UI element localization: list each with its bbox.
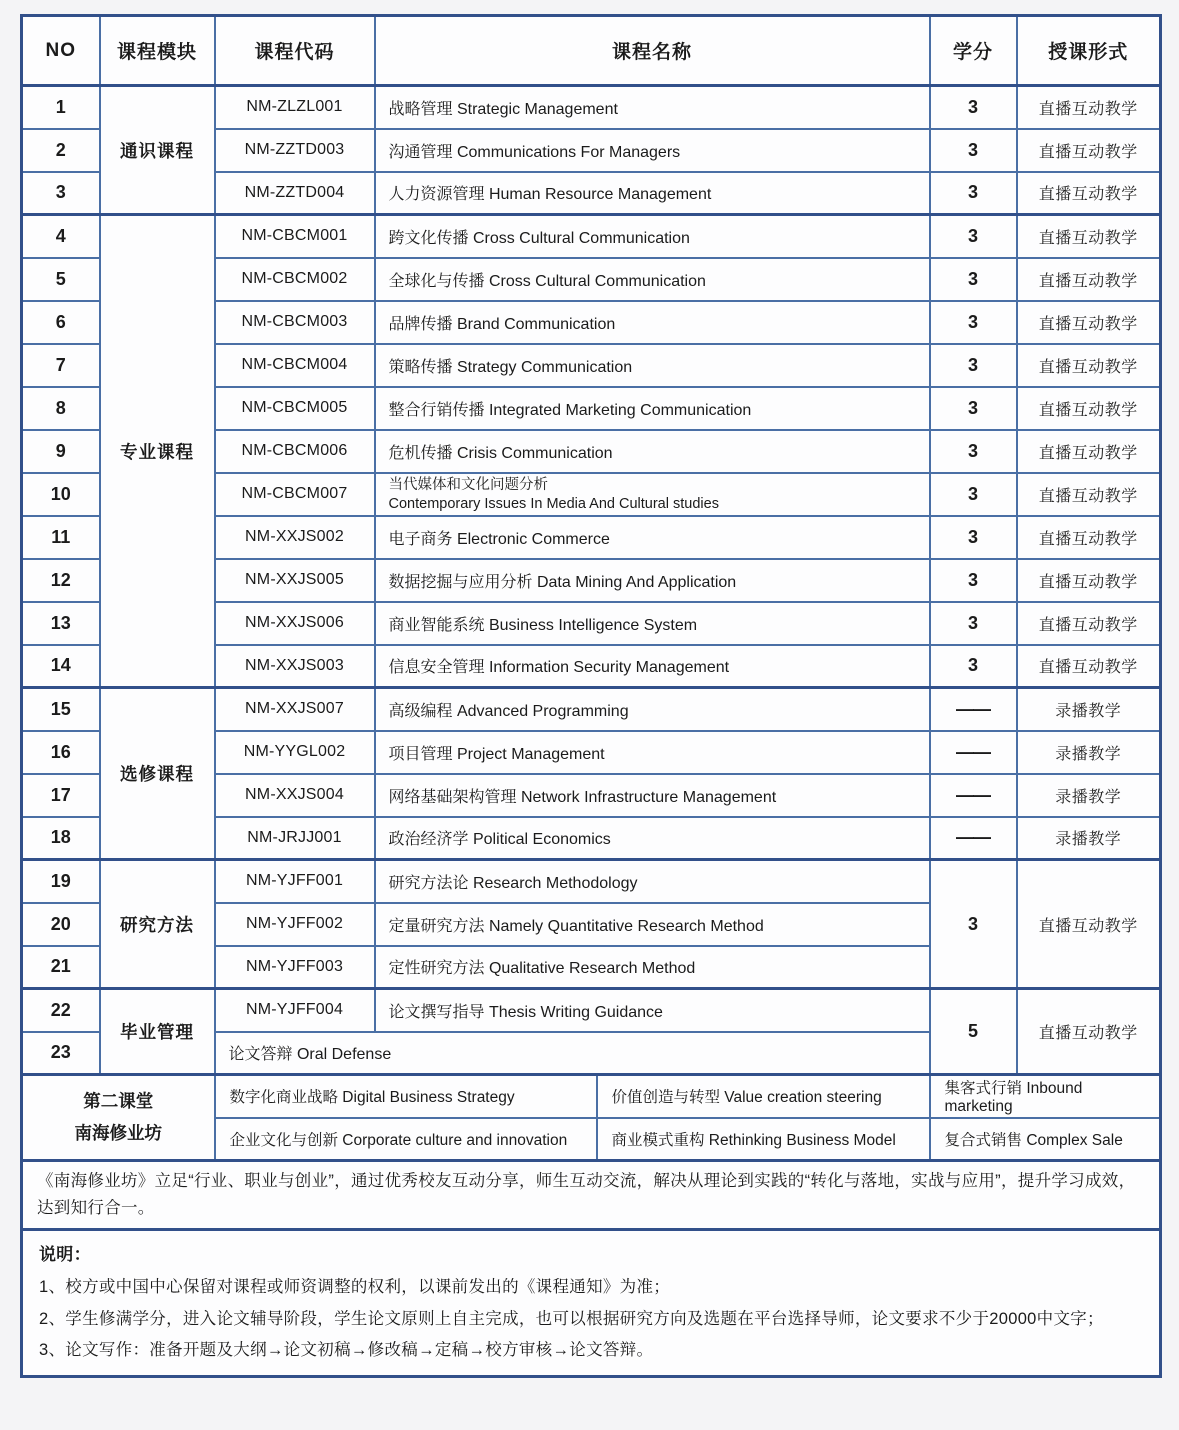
format-cell-merged: 直播互动教学 [1017, 860, 1161, 989]
second-classroom-title-line2: 南海修业坊 [74, 1122, 162, 1143]
name-cell: 网络基础架构管理 Network Infrastructure Management [375, 774, 930, 817]
second-classroom-label [22, 1075, 215, 1161]
credits-cell: 3 [930, 129, 1017, 172]
no-cell: 4 [22, 215, 100, 258]
second-classroom-cell: 商业模式重构 Rethinking Business Model [597, 1118, 930, 1161]
course-row [22, 989, 1161, 1032]
name-cell: 定量研究方法 Namely Quantitative Research Method [375, 903, 930, 946]
no-cell: 19 [22, 860, 100, 903]
code-cell: NM-XXJS002 [215, 516, 375, 559]
credits-cell: 3 [930, 387, 1017, 430]
format-cell: 直播互动教学 [1017, 301, 1161, 344]
credits-cell: 3 [930, 344, 1017, 387]
module-cell-general: 通识课程 [100, 86, 215, 215]
no-cell: 7 [22, 344, 100, 387]
name-cell-merged: 论文答辩 Oral Defense [215, 1032, 930, 1075]
code-cell: NM-CBCM004 [215, 344, 375, 387]
credits-cell: 3 [930, 258, 1017, 301]
module-cell-graduation: 毕业管理 [100, 989, 215, 1075]
module-cell-research: 研究方法 [100, 860, 215, 989]
code-cell: NM-ZZTD003 [215, 129, 375, 172]
second-classroom-cell: 价值创造与转型 Value creation steering [597, 1075, 930, 1118]
code-cell: NM-CBCM006 [215, 430, 375, 473]
code-cell: NM-XXJS003 [215, 645, 375, 688]
no-cell: 5 [22, 258, 100, 301]
name-cell: 定性研究方法 Qualitative Research Method [375, 946, 930, 989]
format-cell: 直播互动教学 [1017, 344, 1161, 387]
format-cell: 录播教学 [1017, 688, 1161, 731]
second-classroom-title-line1: 第二课堂 [83, 1091, 154, 1112]
name-cell: 策略传播 Strategy Communication [375, 344, 930, 387]
format-cell: 直播互动教学 [1017, 473, 1161, 516]
no-cell: 14 [22, 645, 100, 688]
format-cell: 直播互动教学 [1017, 645, 1161, 688]
credits-cell: —— [930, 817, 1017, 860]
code-cell: NM-CBCM002 [215, 258, 375, 301]
notes-row [22, 1230, 1161, 1377]
no-cell: 2 [22, 129, 100, 172]
course-row [22, 86, 1161, 129]
name-line-cn: 当代媒体和文化问题分析 [388, 477, 548, 494]
format-cell: 直播互动教学 [1017, 86, 1161, 129]
format-cell: 直播互动教学 [1017, 516, 1161, 559]
code-cell: NM-XXJS005 [215, 559, 375, 602]
name-cell: 论文撰写指导 Thesis Writing Guidance [375, 989, 930, 1032]
credits-cell: 3 [930, 86, 1017, 129]
format-cell-merged: 直播互动教学 [1017, 989, 1161, 1075]
credits-cell: 3 [930, 602, 1017, 645]
name-cell: 危机传播 Crisis Communication [375, 430, 930, 473]
format-cell: 录播教学 [1017, 774, 1161, 817]
no-cell: 8 [22, 387, 100, 430]
no-cell: 18 [22, 817, 100, 860]
code-cell: NM-YJFF001 [215, 860, 375, 903]
no-cell: 10 [22, 473, 100, 516]
code-cell: NM-CBCM001 [215, 215, 375, 258]
name-cell: 战略管理 Strategic Management [375, 86, 930, 129]
no-cell: 23 [22, 1032, 100, 1075]
name-cell: 整合行销传播 Integrated Marketing Communication [375, 387, 930, 430]
code-cell: NM-ZZTD004 [215, 172, 375, 215]
name-cell: 跨文化传播 Cross Cultural Communication [375, 215, 930, 258]
name-cell: 人力资源管理 Human Resource Management [375, 172, 930, 215]
notes-cell [22, 1230, 1161, 1377]
name-cell: 品牌传播 Brand Communication [375, 301, 930, 344]
credits-cell: 3 [930, 430, 1017, 473]
course-row [22, 860, 1161, 903]
note-item: 3、论文写作：准备开题及大纲→论文初稿→修改稿→定稿→校方审核→论文答辩。 [39, 1341, 654, 1360]
name-cell: 研究方法论 Research Methodology [375, 860, 930, 903]
no-cell: 20 [22, 903, 100, 946]
name-cell: 电子商务 Electronic Commerce [375, 516, 930, 559]
no-cell: 6 [22, 301, 100, 344]
no-cell: 12 [22, 559, 100, 602]
col-header-format: 授课形式 [1017, 16, 1161, 86]
no-cell: 15 [22, 688, 100, 731]
credits-cell: —— [930, 688, 1017, 731]
col-header-code: 课程代码 [215, 16, 375, 86]
course-row [22, 688, 1161, 731]
code-cell: NM-YYGL002 [215, 731, 375, 774]
no-cell: 16 [22, 731, 100, 774]
code-cell: NM-XXJS007 [215, 688, 375, 731]
header-row [22, 16, 1161, 86]
col-header-module: 课程模块 [100, 16, 215, 86]
course-table [20, 14, 1162, 1378]
name-cell: 沟通管理 Communications For Managers [375, 129, 930, 172]
format-cell: 直播互动教学 [1017, 258, 1161, 301]
module-cell-elective: 选修课程 [100, 688, 215, 860]
second-classroom-cell: 企业文化与创新 Corporate culture and innovation [215, 1118, 597, 1161]
code-cell: NM-YJFF002 [215, 903, 375, 946]
description-row [22, 1161, 1161, 1230]
credits-cell: 3 [930, 516, 1017, 559]
name-cell: 政治经济学 Political Economics [375, 817, 930, 860]
format-cell: 直播互动教学 [1017, 129, 1161, 172]
credits-cell: 3 [930, 215, 1017, 258]
no-cell: 21 [22, 946, 100, 989]
name-cell [375, 473, 930, 516]
format-cell: 录播教学 [1017, 731, 1161, 774]
no-cell: 13 [22, 602, 100, 645]
no-cell: 1 [22, 86, 100, 129]
col-header-credits: 学分 [930, 16, 1017, 86]
code-cell: NM-ZLZL001 [215, 86, 375, 129]
second-classroom-row [22, 1075, 1161, 1118]
name-cell: 全球化与传播 Cross Cultural Communication [375, 258, 930, 301]
name-cell: 商业智能系统 Business Intelligence System [375, 602, 930, 645]
name-cell: 高级编程 Advanced Programming [375, 688, 930, 731]
format-cell: 直播互动教学 [1017, 215, 1161, 258]
credits-cell: 3 [930, 172, 1017, 215]
credits-cell: 3 [930, 559, 1017, 602]
no-cell: 3 [22, 172, 100, 215]
second-classroom-cell: 数字化商业战略 Digital Business Strategy [215, 1075, 597, 1118]
format-cell: 直播互动教学 [1017, 172, 1161, 215]
credits-cell: —— [930, 731, 1017, 774]
name-cell: 项目管理 Project Management [375, 731, 930, 774]
second-classroom-cell: 集客式行销 Inbound marketing [930, 1075, 1161, 1118]
format-cell: 直播互动教学 [1017, 430, 1161, 473]
credits-cell-merged: 3 [930, 860, 1017, 989]
second-classroom-cell: 复合式销售 Complex Sale [930, 1118, 1161, 1161]
col-header-no: NO [22, 16, 100, 86]
code-cell: NM-YJFF003 [215, 946, 375, 989]
module-cell-professional: 专业课程 [100, 215, 215, 688]
name-cell: 数据挖掘与应用分析 Data Mining And Application [375, 559, 930, 602]
format-cell: 录播教学 [1017, 817, 1161, 860]
note-item: 1、校方或中国中心保留对课程或师资调整的权利，以课前发出的《课程通知》为准； [39, 1278, 671, 1297]
notes-title: 说明： [39, 1245, 91, 1265]
format-cell: 直播互动教学 [1017, 387, 1161, 430]
credits-cell-merged: 5 [930, 989, 1017, 1075]
note-item: 2、学生修满学分，进入论文辅导阶段，学生论文原则上自主完成，也可以根据研究方向及选题在平台选择导师，论文要求不少于20000中文字； [39, 1309, 1104, 1328]
format-cell: 直播互动教学 [1017, 602, 1161, 645]
format-cell: 直播互动教学 [1017, 559, 1161, 602]
code-cell: NM-CBCM005 [215, 387, 375, 430]
description-text: 《南海修业坊》立足“行业、职业与创业”，通过优秀校友互动分享，师生互动交流，解决从理论到实践的“转化与落地，实战与应用”，提升学习成效，达到知行合一。 [22, 1161, 1161, 1230]
credits-cell: —— [930, 774, 1017, 817]
no-cell: 11 [22, 516, 100, 559]
no-cell: 9 [22, 430, 100, 473]
name-cell: 信息安全管理 Information Security Management [375, 645, 930, 688]
code-cell: NM-JRJJ001 [215, 817, 375, 860]
code-cell: NM-CBCM003 [215, 301, 375, 344]
no-cell: 17 [22, 774, 100, 817]
code-cell: NM-XXJS006 [215, 602, 375, 645]
code-cell: NM-XXJS004 [215, 774, 375, 817]
code-cell: NM-CBCM007 [215, 473, 375, 516]
code-cell: NM-YJFF004 [215, 989, 375, 1032]
name-line-en: Contemporary Issues In Media And Cultural studies [388, 496, 719, 512]
course-row [22, 215, 1161, 258]
no-cell: 22 [22, 989, 100, 1032]
col-header-name: 课程名称 [375, 16, 930, 86]
credits-cell: 3 [930, 473, 1017, 516]
credits-cell: 3 [930, 301, 1017, 344]
credits-cell: 3 [930, 645, 1017, 688]
